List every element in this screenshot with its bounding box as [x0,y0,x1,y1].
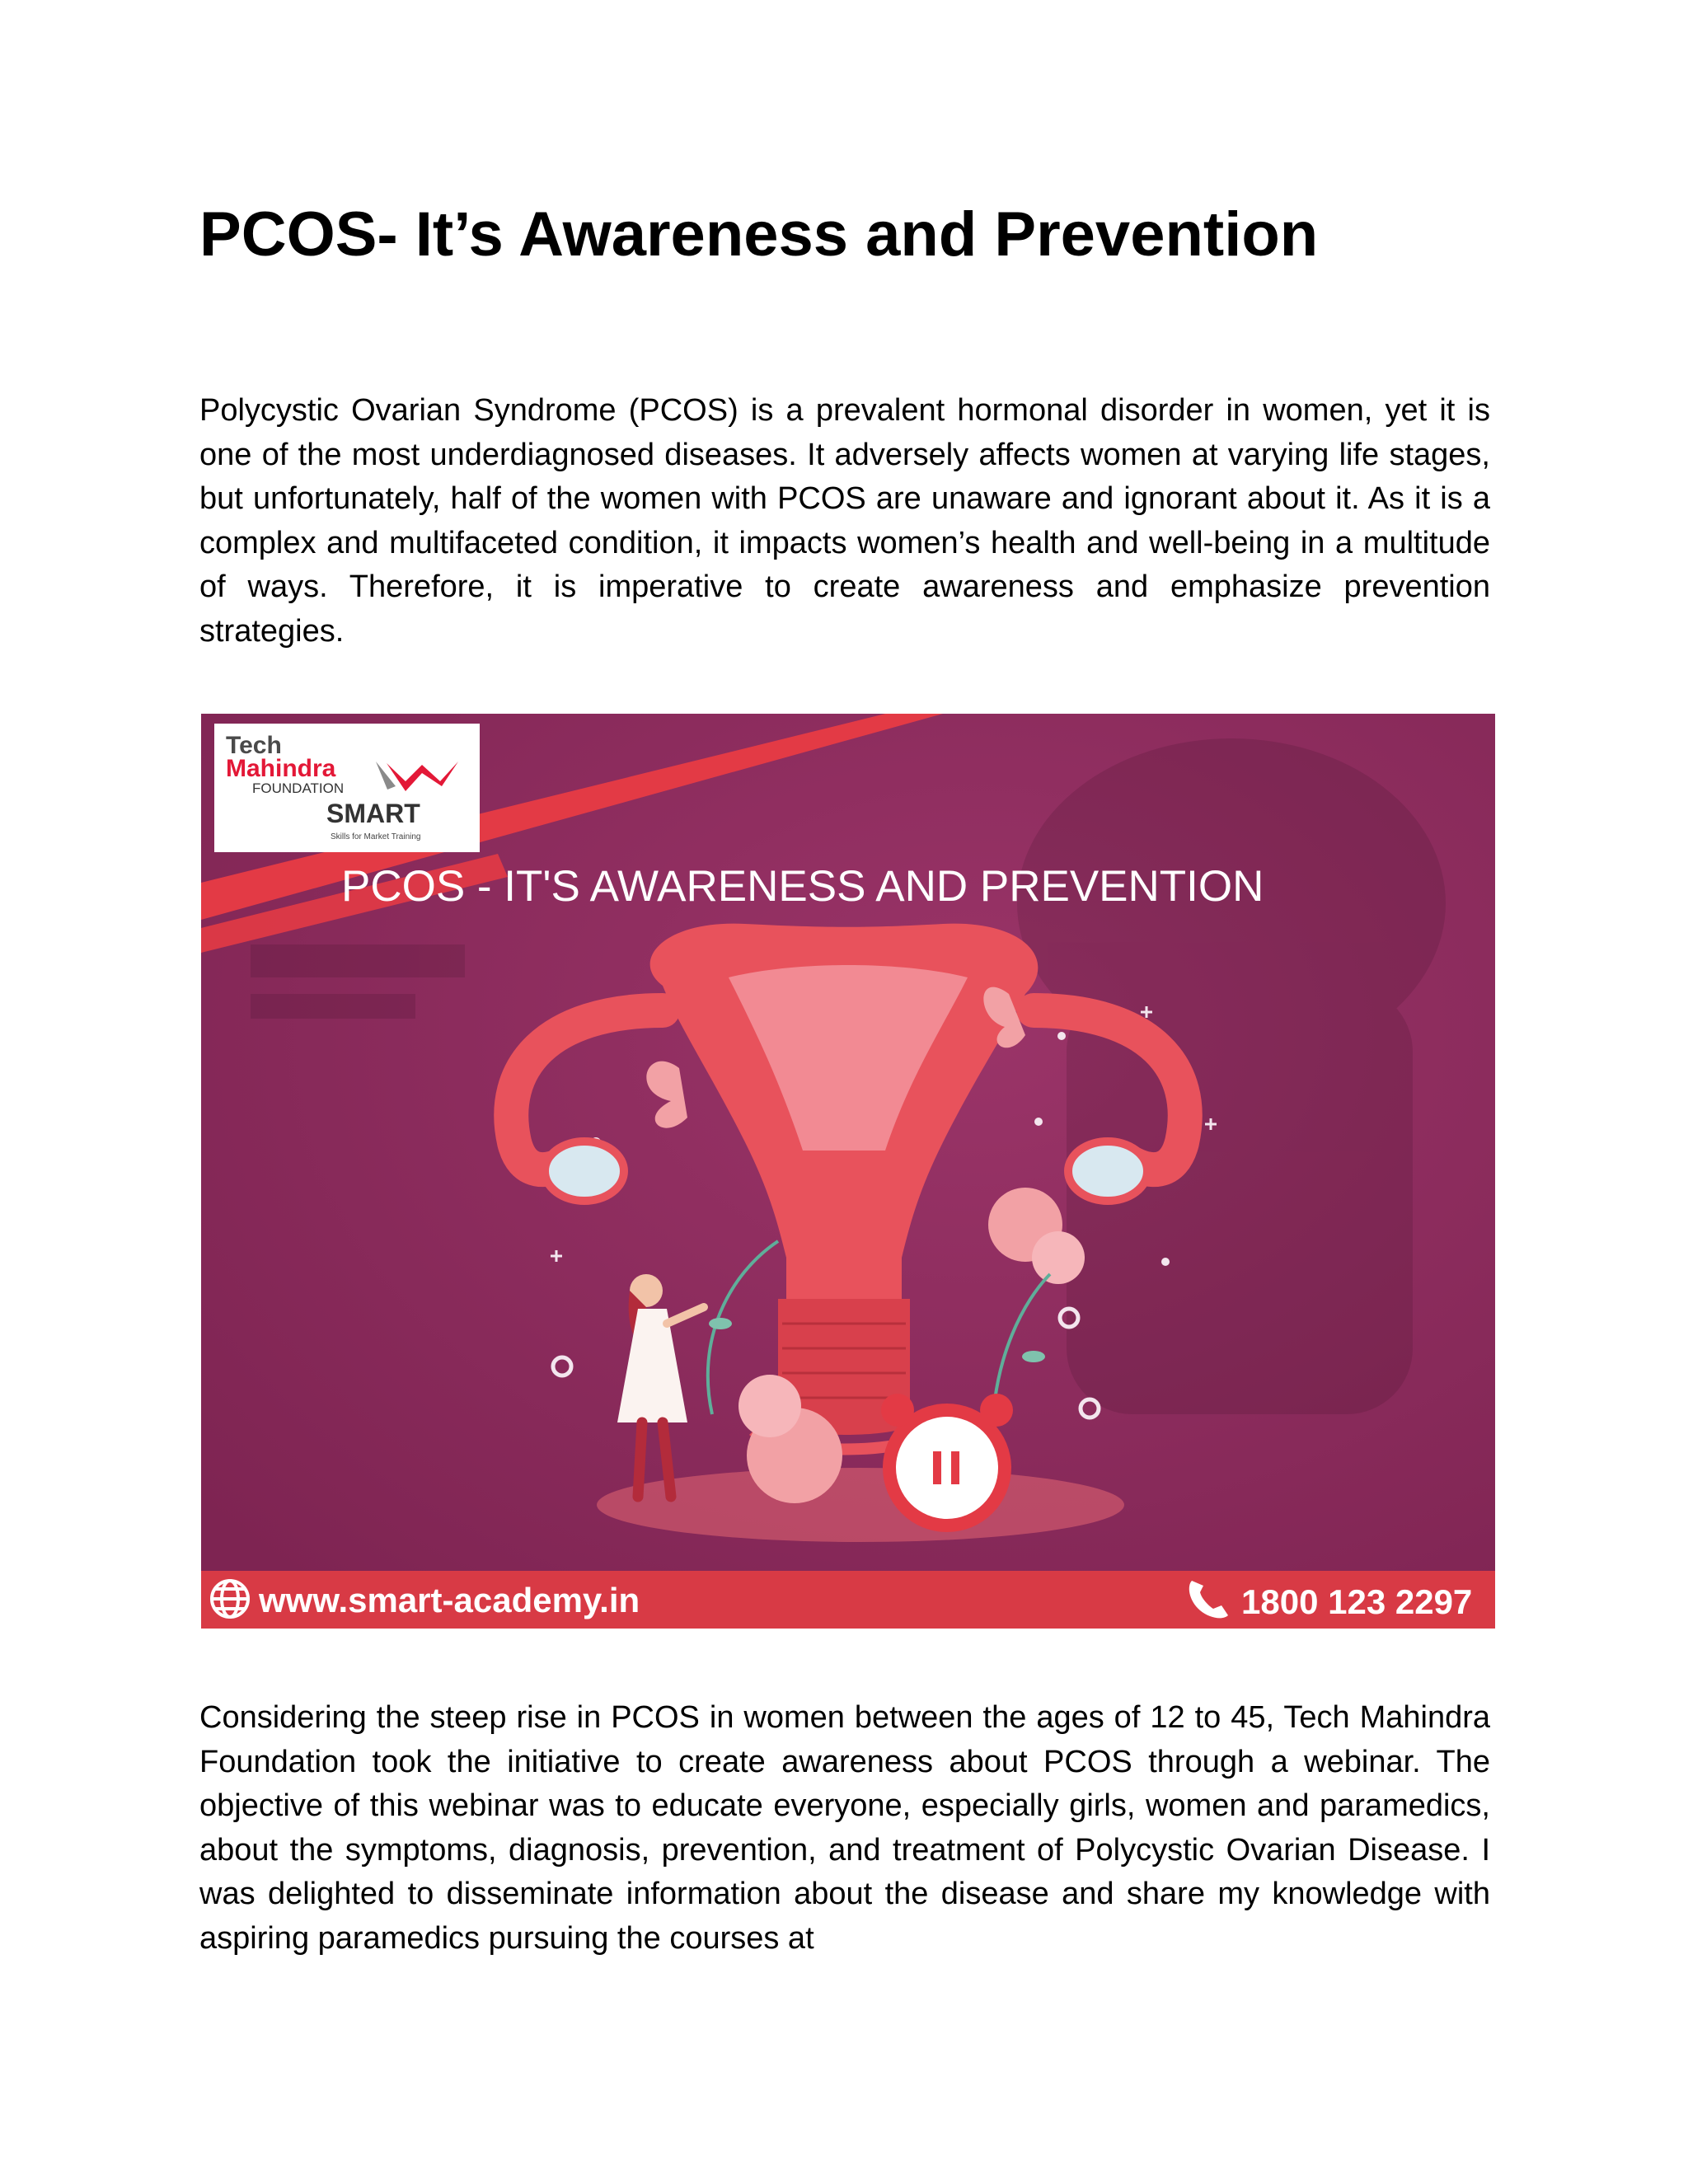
webinar-paragraph: Considering the steep rise in PCOS in women between the ages of 12 to 45, Tech Mahindra Foundation took the initiative to create awareness about PCOS through a webinar. The objective of this webinar was to educate everyone, especially girls, women and paramedics, about the symptoms, diagnosis, prevention, and treatment of Polycystic Ovarian Disease. I was delighted to disseminate information about the disease and share my knowledge with aspiring paramedics pursuing the courses at [199,1700,1490,1956]
alarm-clock-icon [881,1394,1013,1532]
intro-paragraph: Polycystic Ovarian Syndrome (PCOS) is a prevalent hormonal disorder in women, yet it is one of the most underdiagnosed diseases. It adversely affects women at varying life stages, but unfortunately, half of the women with PCOS are unaware and ignorant about it. As it is a complex and multifaceted condition, it impacts women’s health and well-being in a multitude of ways. Therefore, it is imperative to create awareness and emphasize prevention strategies. [199,393,1490,649]
tech-mahindra-logo [214,724,480,852]
logo-smart: SMART [326,799,420,828]
banner-phone: 1800 123 2297 [1241,1582,1473,1621]
logo-tech: Tech [226,732,282,759]
pcos-banner-image [201,714,1495,1629]
logo-foundation: FOUNDATION [252,780,345,796]
logo-tagline: Skills for Market Training [331,832,421,841]
banner-website: www.smart-academy.in [259,1581,640,1619]
banner-headline: PCOS - IT'S AWARENESS AND PREVENTION [341,862,1264,911]
logo-mahindra: Mahindra [226,755,336,782]
article-title: PCOS- It’s Awareness and Prevention [199,199,1319,269]
